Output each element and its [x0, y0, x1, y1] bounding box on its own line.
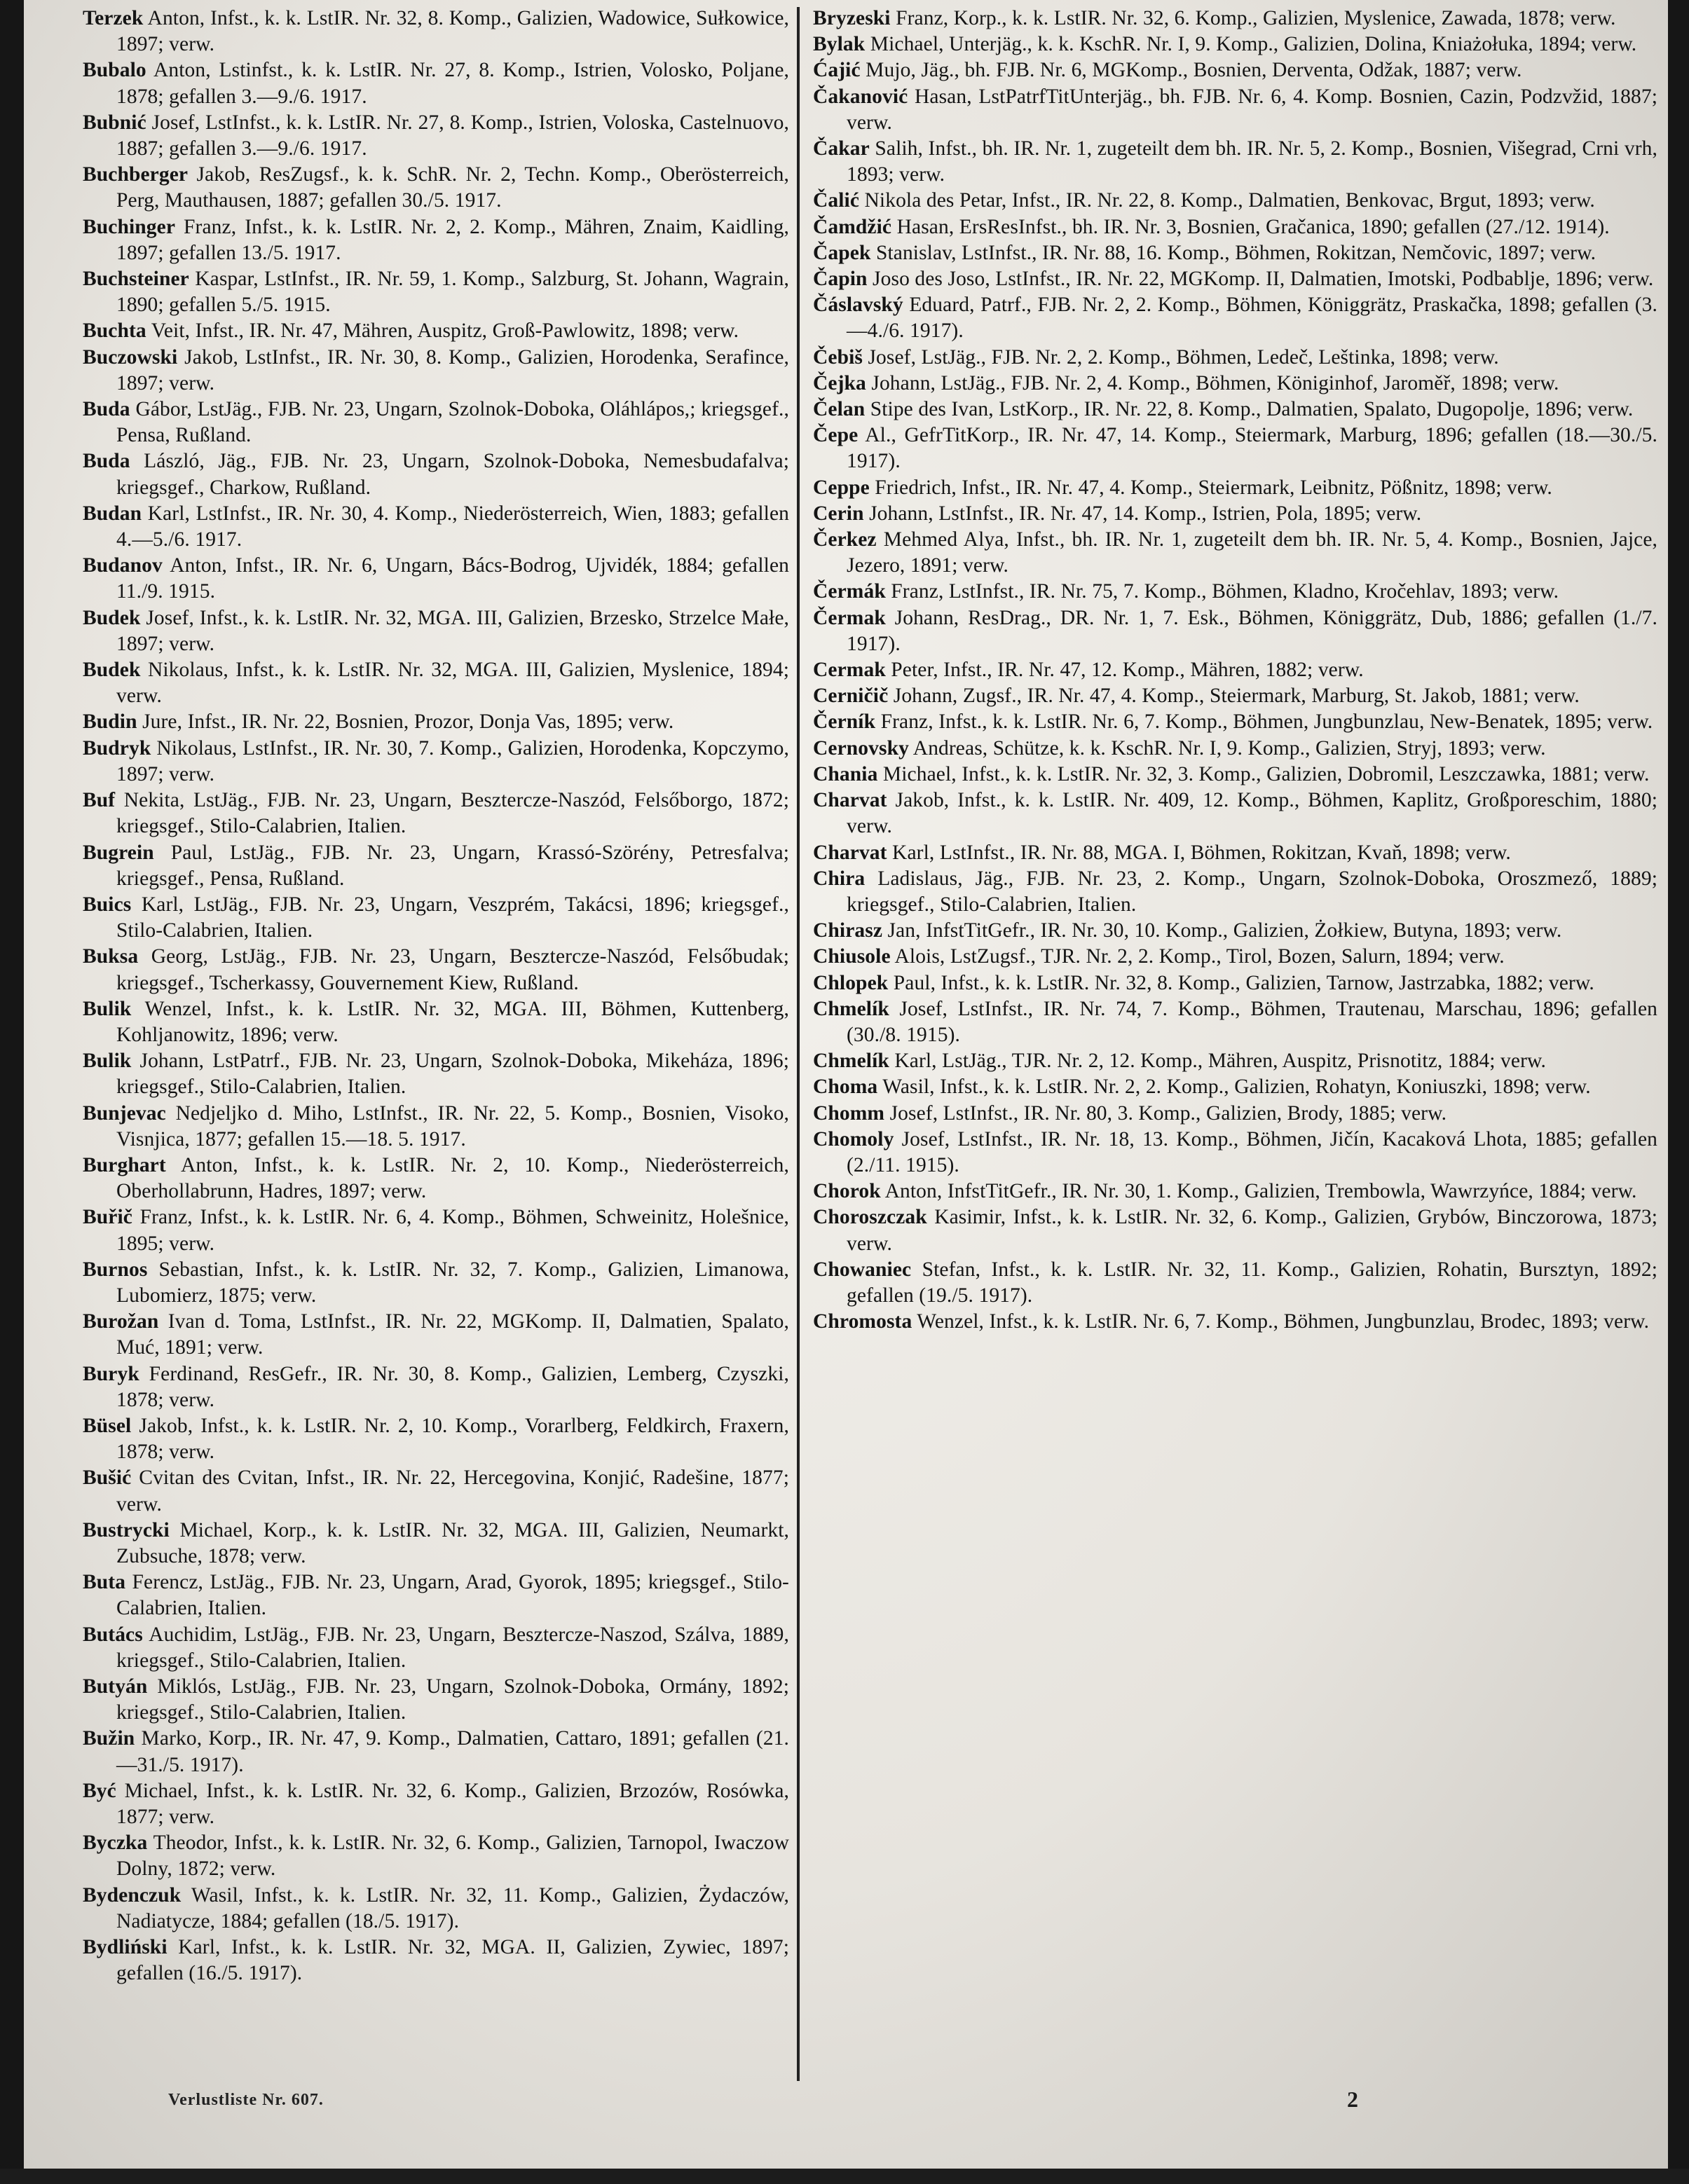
entry-details: Wasil, Infst., k. k. LstIR. Nr. 2, 2. Komp., Galizien, Rohatyn, Koniuszki, 1898; verw.	[877, 1076, 1591, 1099]
casualty-entry	[813, 136, 1657, 188]
entry-details: Friedrich, Infst., IR. Nr. 47, 4. Komp., Steiermark, Leibnitz, Pößnitz, 1898; verw.	[869, 476, 1552, 499]
casualty-entry	[83, 944, 789, 996]
entry-surname: Čáslavský	[813, 294, 903, 317]
casualty-entry	[83, 657, 789, 709]
casualty-entry	[83, 448, 789, 500]
entry-details: Ladislaus, Jäg., FJB. Nr. 23, 2. Komp., Ungarn, Szolnok-Doboka, Oroszmező, 1889; kriegsgef., Stilo-Calabrien, Italien.	[847, 867, 1657, 916]
casualty-entry	[813, 840, 1657, 866]
casualty-entry	[813, 475, 1657, 501]
entry-surname: Buchta	[83, 320, 146, 343]
entry-details: Johann, Zugsf., IR. Nr. 47, 4. Komp., Steiermark, Marburg, St. Jakob, 1881; verw.	[888, 685, 1580, 708]
entry-details: Auchidim, LstJäg., FJB. Nr. 23, Ungarn, Besztercze-Naszod, Szálva, 1889, kriegsgef., Stilo-Calabrien, Italien.	[116, 1623, 789, 1672]
entry-details: Ivan d. Toma, LstInfst., IR. Nr. 22, MGKomp. II, Dalmatien, Spalato, Muć, 1891; verw.	[116, 1310, 789, 1359]
entry-details: Karl, Infst., k. k. LstIR. Nr. 32, MGA. II, Galizien, Zywiec, 1897; gefallen (16./5. 1917).	[116, 1936, 789, 1985]
casualty-entry	[813, 657, 1657, 683]
casualty-entry	[813, 709, 1657, 735]
entry-details: Johann, LstInfst., IR. Nr. 47, 14. Komp., Istrien, Pola, 1895; verw.	[863, 502, 1422, 525]
entry-details: Michael, Unterjäg., k. k. KschR. Nr. I, 9. Komp., Galizien, Dolina, Kniażołuka, 1894; verw.	[865, 33, 1637, 56]
entry-surname: Byczka	[83, 1832, 148, 1855]
casualty-entry	[813, 6, 1657, 32]
casualty-entry	[813, 240, 1657, 266]
entry-surname: Chiusole	[813, 945, 891, 968]
entry-details: Michael, Infst., k. k. LstIR. Nr. 32, 3. Komp., Galizien, Dobromil, Leszczawka, 1881; verw.	[877, 762, 1650, 785]
casualty-entry	[83, 397, 789, 448]
entry-surname: Butács	[83, 1623, 143, 1646]
entry-details: Josef, LstInfst., IR. Nr. 80, 3. Komp., Galizien, Brody, 1885; verw.	[884, 1101, 1447, 1125]
entry-details: Marko, Korp., IR. Nr. 47, 9. Komp., Dalmatien, Cattaro, 1891; gefallen (21.—31./5. 1917).	[116, 1727, 789, 1776]
entry-details: Alois, LstZugsf., TJR. Nr. 2, 2. Komp., Tirol, Bozen, Salurn, 1894; verw.	[890, 945, 1505, 968]
entry-surname: Čapin	[813, 268, 868, 291]
casualty-entry	[83, 1465, 789, 1517]
entry-surname: Choroszczak	[813, 1206, 927, 1229]
entry-surname: Bustrycki	[83, 1518, 170, 1541]
casualty-entry	[83, 892, 789, 944]
casualty-entry	[83, 266, 789, 318]
entry-surname: Ćajić	[813, 59, 861, 82]
entry-surname: Buics	[83, 893, 132, 916]
entry-surname: Čermák	[813, 580, 886, 603]
entry-surname: Bugrein	[83, 841, 154, 864]
casualty-entry	[813, 57, 1657, 83]
entry-surname: Budek	[83, 606, 141, 629]
entry-details: Veit, Infst., IR. Nr. 47, Mähren, Auspitz, Groß-Pawlowitz, 1898; verw.	[146, 320, 739, 343]
entry-surname: Bunjevac	[83, 1101, 166, 1125]
entry-surname: Cermak	[813, 659, 886, 682]
entry-details: Andreas, Schütze, k. k. KschR. Nr. I, 9. Komp., Galizien, Stryj, 1893; verw.	[908, 736, 1546, 760]
entry-surname: Chorok	[813, 1180, 881, 1203]
entry-details: Kaspar, LstInfst., IR. Nr. 59, 1. Komp., Salzburg, St. Johann, Wagrain, 1890; gefallen 5./5. 1915.	[116, 268, 789, 317]
entry-surname: Ceppe	[813, 476, 870, 499]
entry-surname: Čalić	[813, 189, 860, 212]
entry-details: Peter, Infst., IR. Nr. 47, 12. Komp., Mähren, 1882; verw.	[885, 659, 1364, 682]
casualty-entry	[813, 1074, 1657, 1100]
casualty-entry	[813, 918, 1657, 944]
casualty-entry	[83, 1361, 789, 1413]
casualty-entry	[83, 1257, 789, 1309]
entry-surname: Černík	[813, 710, 876, 734]
entry-details: Stanislav, LstInfst., IR. Nr. 88, 16. Komp., Böhmen, Rokitzan, Nemčovic, 1897; verw.	[870, 241, 1596, 264]
entry-details: Jan, InfstTitGefr., IR. Nr. 30, 10. Komp., Galizien, Żołkiew, Butyna, 1893; verw.	[882, 919, 1562, 942]
page-number: 2	[1347, 2087, 1358, 2112]
casualty-entry	[813, 996, 1657, 1048]
casualty-entry	[83, 605, 789, 657]
entry-surname: Buchinger	[83, 215, 176, 238]
entry-details: Nekita, LstJäg., FJB. Nr. 23, Ungarn, Besztercze-Naszód, Felsőborgo, 1872; kriegsgef., Stilo-Calabrien, Italien.	[115, 789, 789, 838]
entry-surname: Bužin	[83, 1727, 135, 1750]
entry-details: Nikolaus, Infst., k. k. LstIR. Nr. 32, MGA. III, Galizien, Myslenice, 1894; verw.	[116, 659, 789, 708]
entry-details: Karl, LstInfst., IR. Nr. 88, MGA. I, Böhmen, Rokitzan, Kvaň, 1898; verw.	[887, 841, 1511, 864]
casualty-entry	[83, 709, 789, 735]
entry-details: Mujo, Jäg., bh. FJB. Nr. 6, MGKomp., Bosnien, Derventa, Odžak, 1887; verw.	[860, 59, 1522, 82]
entry-details: Josef, Infst., k. k. LstIR. Nr. 32, MGA. III, Galizien, Brzesko, Strzelce Małe, 1897; verw.	[116, 606, 789, 655]
casualty-entry	[813, 345, 1657, 371]
entry-details: Franz, LstInfst., IR. Nr. 75, 7. Komp., Böhmen, Kladno, Kročehlav, 1893; verw.	[885, 580, 1559, 603]
entry-details: Theodor, Infst., k. k. LstIR. Nr. 32, 6. Komp., Galizien, Tarnopol, Iwaczow Dolny, 1872; verw.	[116, 1832, 789, 1881]
entry-surname: Chira	[813, 867, 866, 890]
casualty-entry	[813, 762, 1657, 788]
column-divider	[797, 7, 800, 2081]
entry-surname: Čerkez	[813, 528, 877, 551]
entry-surname: Burnos	[83, 1258, 148, 1281]
entry-surname: Bydenczuk	[83, 1883, 182, 1907]
entry-details: Georg, LstJäg., FJB. Nr. 23, Ungarn, Besztercze-Naszód, Felsőbudak; kriegsgef., Tscherkassy, Gouvernement Kiew, Rußland.	[116, 945, 789, 994]
casualty-entry	[83, 1830, 789, 1882]
entry-surname: Chirasz	[813, 919, 883, 942]
entry-details: Wenzel, Infst., k. k. LstIR. Nr. 32, MGA. III, Böhmen, Kuttenberg, Kohljanowitz, 1896; verw.	[116, 997, 789, 1046]
casualty-entry	[83, 788, 789, 839]
entry-details: Ferdinand, ResGefr., IR. Nr. 30, 8. Komp., Galizien, Lemberg, Czyszki, 1878; verw.	[116, 1362, 789, 1411]
casualty-entry	[83, 162, 789, 214]
casualty-entry	[83, 1726, 789, 1778]
entry-surname: Čakar	[813, 137, 870, 160]
entry-details: Michael, Korp., k. k. LstIR. Nr. 32, MGA. III, Galizien, Neumarkt, Zubsuche, 1878; verw.	[116, 1518, 789, 1567]
entry-surname: Chomoly	[813, 1127, 894, 1151]
entry-details: Nedjeljko d. Miho, LstInfst., IR. Nr. 22, 5. Komp., Bosnien, Visoko, Visnjica, 1877; gefallen 15.—18. 5. 1917.	[116, 1101, 789, 1151]
casualty-entry	[83, 345, 789, 397]
entry-surname: Budek	[83, 659, 141, 682]
entry-surname: Butyán	[83, 1675, 148, 1698]
entry-surname: Burožan	[83, 1310, 159, 1333]
entry-details: Eduard, Patrf., FJB. Nr. 2, 2. Komp., Böhmen, Königgrätz, Praskačka, 1898; gefallen (3.—4./6. 1917).	[847, 294, 1657, 343]
entry-surname: Cerničič	[813, 685, 889, 708]
entry-details: Anton, InfstTitGefr., IR. Nr. 30, 1. Komp., Galizien, Trembowla, Wawrzyńce, 1884; verw.	[880, 1180, 1637, 1203]
entry-details: László, Jäg., FJB. Nr. 23, Ungarn, Szolnok-Doboka, Nemesbudafalva; kriegsgef., Charkow, Rußland.	[116, 450, 789, 499]
entry-details: Hasan, LstPatrfTitUnterjäg., bh. FJB. Nr. 6, 4. Komp. Bosnien, Cazin, Podzvžid, 1887; verw.	[847, 85, 1657, 134]
entry-surname: Buřič	[83, 1206, 132, 1229]
entry-surname: Chmelík	[813, 1050, 889, 1073]
entry-details: Josef, LstInfst., IR. Nr. 18, 13. Komp., Böhmen, Jičín, Kacaková Lhota, 1885; gefallen (2./11. 1915).	[847, 1127, 1657, 1176]
entry-details: Josef, LstInfst., k. k. LstIR. Nr. 27, 8. Komp., Istrien, Voloska, Castelnuovo, 1887; gefallen 3.—9./6. 1917.	[116, 111, 789, 160]
entry-details: Kasimir, Infst., k. k. LstIR. Nr. 32, 6. Komp., Galizien, Grybów, Binczorowa, 1873; verw.	[847, 1206, 1657, 1255]
entry-details: Joso des Joso, LstInfst., IR. Nr. 22, MGKomp. II, Dalmatien, Imotski, Podbablje, 1896; verw.	[867, 268, 1654, 291]
entry-surname: Chlopek	[813, 971, 889, 994]
entry-surname: Cerin	[813, 502, 864, 525]
casualty-entry	[813, 397, 1657, 423]
entry-surname: Buryk	[83, 1362, 139, 1385]
casualty-entry	[813, 423, 1657, 474]
entry-details: Jakob, ResZugsf., k. k. SchR. Nr. 2, Techn. Komp., Oberösterreich, Perg, Mauthausen, 1887; gefallen 30./5. 1917.	[116, 163, 789, 212]
casualty-entry	[813, 1204, 1657, 1256]
entry-surname: Bubalo	[83, 59, 146, 82]
entry-details: Karl, LstJäg., TJR. Nr. 2, 12. Komp., Mähren, Auspitz, Prisnotitz, 1884; verw.	[889, 1050, 1546, 1073]
entry-details: Franz, Infst., k. k. LstIR. Nr. 2, 2. Komp., Mähren, Znaim, Kaidling, 1897; gefallen 13./5. 1917.	[116, 215, 789, 264]
entry-surname: Büsel	[83, 1414, 132, 1437]
entry-surname: Buczowski	[83, 345, 178, 369]
casualty-entry	[813, 292, 1657, 344]
left-column	[83, 6, 789, 1986]
entry-surname: Bydliński	[83, 1936, 167, 1959]
entry-details: Wasil, Infst., k. k. LstIR. Nr. 32, 11. Komp., Galizien, Żydaczów, Nadiatycze, 1884; gefallen (18./5. 1917).	[116, 1883, 789, 1932]
entry-details: Hasan, ErsResInfst., bh. IR. Nr. 3, Bosnien, Gračanica, 1890; gefallen (27./12. 1914).	[891, 215, 1610, 238]
entry-surname: Być	[83, 1779, 116, 1802]
entry-surname: Buta	[83, 1571, 126, 1594]
casualty-entry	[83, 1204, 789, 1256]
casualty-entry	[83, 1048, 789, 1100]
casualty-entry	[83, 110, 789, 162]
entry-surname: Buksa	[83, 945, 139, 968]
entry-surname: Budanov	[83, 554, 163, 577]
casualty-list-label: Verlustliste Nr. 607.	[168, 2091, 324, 2109]
entry-details: Stipe des Ivan, LstKorp., IR. Nr. 22, 8. Komp., Dalmatien, Spalato, Dugopolje, 1896; verw.	[865, 398, 1634, 421]
scan-border-bottom	[0, 2169, 1689, 2184]
casualty-entry	[813, 1048, 1657, 1074]
casualty-entry	[813, 579, 1657, 605]
entry-surname: Bubnić	[83, 111, 146, 134]
casualty-entry	[813, 1101, 1657, 1127]
entry-surname: Buf	[83, 789, 116, 812]
casualty-entry	[813, 736, 1657, 762]
casualty-entry	[83, 318, 789, 344]
entry-details: Jakob, LstInfst., IR. Nr. 30, 8. Komp., Galizien, Horodenka, Serafince, 1897; verw.	[116, 345, 789, 394]
casualty-entry	[83, 501, 789, 553]
entry-details: Jakob, Infst., k. k. LstIR. Nr. 409, 12. Komp., Böhmen, Kaplitz, Großporeschim, 1880; verw.	[847, 789, 1657, 838]
entry-surname: Čermak	[813, 606, 886, 629]
entry-surname: Budryk	[83, 736, 151, 760]
casualty-entry	[813, 214, 1657, 240]
entry-details: Franz, Korp., k. k. LstIR. Nr. 32, 6. Komp., Galizien, Myslenice, Zawada, 1878; verw.	[890, 7, 1616, 29]
entry-details: Michael, Infst., k. k. LstIR. Nr. 32, 6. Komp., Galizien, Brzozów, Rosówka, 1877; verw.	[116, 1779, 789, 1829]
entry-details: Cvitan des Cvitan, Infst., IR. Nr. 22, Hercegovina, Konjić, Radešine, 1877; verw.	[116, 1467, 789, 1516]
casualty-entry	[813, 527, 1657, 579]
entry-surname: Chowaniec	[813, 1258, 912, 1281]
entry-details: Josef, LstInfst., IR. Nr. 74, 7. Komp., Böhmen, Trautenau, Marschau, 1896; gefallen (30./8. 1915).	[847, 997, 1657, 1046]
entry-details: Johann, LstPatrf., FJB. Nr. 23, Ungarn, Szolnok-Doboka, Mikeháza, 1896; kriegsgef., Stilo-Calabrien, Italien.	[116, 1050, 789, 1099]
casualty-entry	[813, 683, 1657, 709]
entry-surname: Bulik	[83, 1050, 132, 1073]
casualty-entry	[83, 1883, 789, 1935]
entry-surname: Terzek	[83, 7, 144, 29]
casualty-entry	[83, 1570, 789, 1621]
casualty-entry	[813, 944, 1657, 970]
casualty-entry	[83, 1413, 789, 1465]
entry-surname: Bylak	[813, 33, 866, 56]
entry-details: Franz, Infst., k. k. LstIR. Nr. 6, 4. Komp., Böhmen, Schweinitz, Holešnice, 1895; verw.	[116, 1206, 789, 1255]
entry-surname: Chomm	[813, 1101, 885, 1125]
entry-details: Anton, Infst., k. k. LstIR. Nr. 2, 10. Komp., Niederösterreich, Oberhollabrunn, Hadres, 1897; verw.	[116, 1153, 789, 1203]
entry-surname: Choma	[813, 1076, 878, 1099]
scan-border-left	[0, 0, 24, 2184]
entry-surname: Chania	[813, 762, 878, 785]
entry-details: Nikolaus, LstInfst., IR. Nr. 30, 7. Komp., Galizien, Horodenka, Kopczymo, 1897; verw.	[116, 736, 789, 785]
entry-surname: Bryzeski	[813, 7, 891, 29]
entry-surname: Chromosta	[813, 1310, 912, 1333]
entry-details: Wenzel, Infst., k. k. LstIR. Nr. 6, 7. Komp., Böhmen, Jungbunzlau, Brodec, 1893; verw.	[912, 1310, 1650, 1333]
entry-details: Anton, Lstinfst., k. k. LstIR. Nr. 27, 8. Komp., Istrien, Volosko, Poljane, 1878; gefallen 3.—9./6. 1917.	[116, 59, 789, 108]
entry-surname: Chmelík	[813, 997, 889, 1020]
entry-surname: Cernovsky	[813, 736, 909, 760]
casualty-entry	[83, 1622, 789, 1674]
entry-details: Josef, LstJäg., FJB. Nr. 2, 2. Komp., Böhmen, Ledeč, Leštinka, 1898; verw.	[862, 345, 1499, 369]
casualty-entry	[83, 1674, 789, 1726]
entry-details: Anton, Infst., IR. Nr. 6, Ungarn, Bács-Bodrog, Ujvidék, 1884; gefallen 11./9. 1915.	[116, 554, 789, 603]
entry-details: Karl, LstJäg., FJB. Nr. 23, Ungarn, Veszprém, Takácsi, 1896; kriegsgef., Stilo-Calabrien, Italien.	[116, 893, 789, 942]
entry-details: Jure, Infst., IR. Nr. 22, Bosnien, Prozor, Donja Vas, 1895; verw.	[137, 710, 674, 734]
casualty-entry	[813, 866, 1657, 918]
scan-border-right	[1668, 0, 1689, 2184]
casualty-entry	[813, 266, 1657, 292]
casualty-entry	[83, 1778, 789, 1830]
casualty-entry	[813, 84, 1657, 136]
entry-surname: Charvat	[813, 841, 887, 864]
entry-details: Salih, Infst., bh. IR. Nr. 1, zugeteilt dem bh. IR. Nr. 5, 2. Komp., Bosnien, Višegrad, Crni vrh, 1893; verw.	[847, 137, 1657, 186]
casualty-entry	[83, 6, 789, 57]
casualty-entry	[813, 1309, 1657, 1335]
entry-details: Johann, ResDrag., DR. Nr. 1, 7. Esk., Böhmen, Königgrätz, Dub, 1886; gefallen (1./7. 1917).	[847, 606, 1657, 655]
casualty-entry	[813, 970, 1657, 996]
entry-surname: Bulik	[83, 997, 132, 1020]
casualty-entry	[83, 1101, 789, 1153]
entry-details: Johann, LstJäg., FJB. Nr. 2, 4. Komp., Böhmen, Königinhof, Jaroměř, 1898; verw.	[866, 371, 1559, 394]
casualty-entry	[83, 1935, 789, 1986]
casualty-entry	[813, 371, 1657, 397]
entry-surname: Čamdžić	[813, 215, 892, 238]
entry-surname: Buda	[83, 450, 130, 473]
entry-surname: Čejka	[813, 371, 866, 394]
casualty-entry	[83, 736, 789, 788]
right-column	[813, 6, 1657, 1335]
entry-details: Mehmed Alya, Infst., bh. IR. Nr. 1, zugeteilt dem bh. IR. Nr. 5, 4. Komp., Bosnien, Jajce, Jezero, 1891; verw.	[847, 528, 1657, 577]
casualty-entry	[813, 188, 1657, 214]
entry-details: Stefan, Infst., k. k. LstIR. Nr. 32, 11. Komp., Galizien, Rohatin, Bursztyn, 1892; gefallen (19./5. 1917).	[847, 1258, 1657, 1307]
casualty-entry	[813, 1127, 1657, 1179]
entry-surname: Budan	[83, 502, 142, 525]
entry-surname: Buchberger	[83, 163, 189, 186]
casualty-entry	[813, 501, 1657, 527]
entry-details: Paul, LstJäg., FJB. Nr. 23, Ungarn, Krassó-Szörény, Petresfalva; kriegsgef., Pensa, Rußland.	[116, 841, 789, 890]
casualty-entry	[83, 214, 789, 266]
entry-surname: Čepe	[813, 424, 859, 447]
casualty-entry	[813, 788, 1657, 839]
entry-surname: Budin	[83, 710, 137, 734]
entry-details: Gábor, LstJäg., FJB. Nr. 23, Ungarn, Szolnok-Doboka, Oláhlápos,; kriegsgef., Pensa, Rußland.	[116, 398, 789, 447]
entry-surname: Bušić	[83, 1467, 132, 1490]
casualty-entry	[813, 605, 1657, 657]
entry-details: Paul, Infst., k. k. LstIR. Nr. 32, 8. Komp., Galizien, Tarnow, Jastrzabka, 1882; verw.	[888, 971, 1594, 994]
entry-surname: Čelan	[813, 398, 866, 421]
casualty-entry	[813, 32, 1657, 57]
entry-surname: Buchsteiner	[83, 268, 189, 291]
entry-surname: Čebiš	[813, 345, 863, 369]
entry-details: Karl, LstInfst., IR. Nr. 30, 4. Komp., Niederösterreich, Wien, 1883; gefallen 4.—5./6. 1917.	[116, 502, 789, 551]
entry-details: Al., GefrTitKorp., IR. Nr. 47, 14. Komp., Steiermark, Marburg, 1896; gefallen (18.—30./5. 1917).	[847, 424, 1657, 473]
entry-surname: Burghart	[83, 1153, 166, 1176]
entry-details: Franz, Infst., k. k. LstIR. Nr. 6, 7. Komp., Böhmen, Jungbunzlau, New-Benatek, 1895; verw.	[875, 710, 1653, 734]
casualty-entry	[83, 840, 789, 892]
casualty-entry	[813, 1179, 1657, 1204]
casualty-entry	[83, 996, 789, 1048]
casualty-entry	[83, 57, 789, 109]
casualty-entry	[813, 1257, 1657, 1309]
entry-details: Jakob, Infst., k. k. LstIR. Nr. 2, 10. Komp., Vorarlberg, Feldkirch, Fraxern, 1878; verw.	[116, 1414, 789, 1464]
entry-surname: Čakanović	[813, 85, 908, 108]
entry-details: Anton, Infst., k. k. LstIR. Nr. 32, 8. Komp., Galizien, Wadowice, Sułkowice, 1897; verw.	[116, 7, 789, 56]
casualty-entry	[83, 1153, 789, 1204]
entry-details: Ferencz, LstJäg., FJB. Nr. 23, Ungarn, Arad, Gyorok, 1895; kriegsgef., Stilo-Calabrien, Italien.	[116, 1571, 789, 1620]
entry-details: Miklós, LstJäg., FJB. Nr. 23, Ungarn, Szolnok-Doboka, Ormány, 1892; kriegsgef., Stilo-Calabrien, Italien.	[116, 1675, 789, 1724]
casualty-entry	[83, 1309, 789, 1361]
entry-details: Sebastian, Infst., k. k. LstIR. Nr. 32, 7. Komp., Galizien, Limanowa, Lubomierz, 1875; verw.	[116, 1258, 789, 1307]
entry-details: Nikola des Petar, Infst., IR. Nr. 22, 8. Komp., Dalmatien, Benkovac, Brgut, 1893; verw.	[859, 189, 1595, 212]
casualty-entry	[83, 1518, 789, 1570]
entry-surname: Charvat	[813, 789, 887, 812]
casualty-entry	[83, 553, 789, 605]
entry-surname: Čapek	[813, 241, 871, 264]
entry-surname: Buda	[83, 398, 130, 421]
